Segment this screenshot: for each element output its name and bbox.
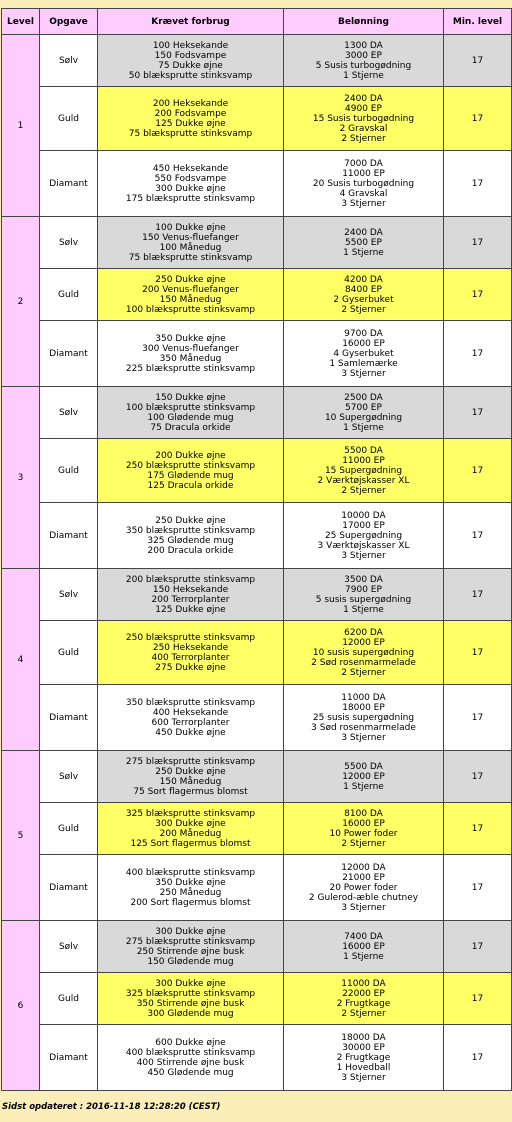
required-item: 150 Dukke øjne [155,392,226,403]
required-item: 400 blæksprutte stinksvamp [125,867,256,878]
required-item: 100 blæksprutte stinksvamp [125,304,256,315]
required-cell [98,321,284,387]
table-row [2,439,512,503]
min-level-cell: 17 [444,685,512,751]
min-level-cell: 17 [444,269,512,321]
reward-cell [284,803,444,855]
required-item: 350 Dukke øjne [155,333,226,344]
reward-item: 16000 EP [342,818,385,829]
reward-cell [284,751,444,803]
reward-cell [284,439,444,503]
required-cell [98,855,284,921]
table-row [2,321,512,387]
required-item: 200 blæksprutte stinksvamp [125,574,256,585]
reward-cell [284,973,444,1025]
reward-cell [284,35,444,87]
min-level-cell: 17 [444,87,512,151]
required-item: 250 Dukke øjne [155,766,226,777]
reward-item: 20 Power foder [329,882,398,893]
required-item: 250 Stirrende øjne busk [136,946,245,957]
min-level-cell: 17 [444,387,512,439]
min-level-cell: 17 [444,803,512,855]
reward-item: 21000 EP [342,872,385,883]
reward-item: 17000 EP [342,520,385,531]
required-item: 300 Venus-fluefanger [142,343,239,354]
required-item: 200 Fodsvampe [154,108,227,119]
reward-item: 2 Frugtkage [336,998,391,1009]
header-min-level: Min. level [444,9,512,35]
table-row [2,35,512,87]
table-row [2,685,512,751]
reward-item: 11000 DA [341,692,386,703]
required-item: 275 Dukke øjne [155,662,226,673]
reward-item: 3 Stjerner [341,368,386,379]
level-cell: 6 [2,921,40,1091]
required-item: 275 blæksprutte stinksvamp [125,756,256,767]
required-item: 150 Heksekande [152,584,229,595]
required-item: 400 Terrorplanter [151,652,230,663]
reward-cell [284,1025,444,1091]
reward-item: 1 Hovedball [336,1062,391,1073]
table-row [2,921,512,973]
reward-item: 4900 EP [345,103,382,114]
reward-item: 15 Susis turbogødning [312,113,415,124]
required-item: 450 Glødende mug [147,1067,234,1078]
required-cell [98,87,284,151]
task-cell: Diamant [40,321,98,387]
required-item: 200 Dukke øjne [155,450,226,461]
required-item: 600 Dukke øjne [155,1037,226,1048]
reward-item: 16000 EP [342,941,385,952]
required-item: 250 blæksprutte stinksvamp [125,460,256,471]
required-item: 350 Stirrende øjne busk [136,998,245,1009]
reward-item: 2 Gravskal [339,123,388,134]
reward-cell [284,685,444,751]
reward-item: 3 Stjerner [341,550,386,561]
reward-item: 8400 EP [345,284,382,295]
required-cell [98,503,284,569]
task-cell: Sølv [40,751,98,803]
required-item: 200 Terrorplanter [151,594,230,605]
reward-item: 10 Power foder [329,828,398,839]
reward-item: 1 Stjerne [343,247,384,258]
level-cell: 3 [2,387,40,569]
table-row [2,803,512,855]
required-item: 150 Månedug [159,776,222,787]
required-item: 125 Dukke øjne [155,118,226,129]
required-item: 125 Sort flagermus blomst [130,838,251,849]
level-cell: 5 [2,751,40,921]
required-cell [98,973,284,1025]
required-item: 200 Heksekande [152,98,229,109]
reward-cell [284,621,444,685]
reward-item: 25 Supergødning [324,530,403,541]
reward-item: 5500 EP [345,237,382,248]
table-row [2,387,512,439]
required-cell [98,1025,284,1091]
required-item: 250 Dukke øjne [155,515,226,526]
reward-item: 3000 EP [345,50,382,61]
required-item: 300 Dukke øjne [155,978,226,989]
reward-item: 10000 DA [341,510,386,521]
required-item: 400 Stirrende øjne busk [136,1057,245,1068]
required-cell [98,35,284,87]
required-cell [98,439,284,503]
reward-item: 2 Værktøjskasser XL [317,475,410,486]
level-cell: 4 [2,569,40,751]
min-level-cell: 17 [444,973,512,1025]
required-item: 200 Dracula orkide [147,545,234,556]
required-item: 200 Venus-fluefanger [142,284,239,295]
required-item: 550 Fodsvampe [154,173,227,184]
required-item: 100 Dukke øjne [155,222,226,233]
task-cell: Guld [40,803,98,855]
table-row [2,269,512,321]
reward-item: 2 Stjerner [341,838,386,849]
reward-cell [284,503,444,569]
required-item: 150 Glødende mug [147,956,234,967]
reward-item: 2 Gulerod-æble chutney [308,892,419,903]
reward-item: 9700 DA [344,328,383,339]
required-item: 600 Terrorplanter [151,717,230,728]
reward-item: 2500 DA [344,392,383,403]
required-item: 100 Glødende mug [147,412,234,423]
reward-item: 1300 DA [344,40,383,51]
reward-item: 3 Sød rosenmarmelade [311,722,416,733]
reward-item: 8100 DA [344,808,383,819]
reward-item: 7000 DA [344,158,383,169]
task-cell: Sølv [40,217,98,269]
min-level-cell: 17 [444,439,512,503]
min-level-cell: 17 [444,569,512,621]
reward-item: 3 Værktøjskasser XL [317,540,410,551]
required-cell [98,621,284,685]
header-required: Krævet forbrug [98,9,284,35]
min-level-cell: 17 [444,35,512,87]
task-cell: Sølv [40,35,98,87]
required-item: 150 Venus-fluefanger [142,232,239,243]
required-item: 250 blæksprutte stinksvamp [125,632,256,643]
min-level-cell: 17 [444,321,512,387]
reward-item: 11000 EP [342,168,385,179]
min-level-cell: 17 [444,1025,512,1091]
required-item: 125 Dracula orkide [147,480,234,491]
required-cell [98,803,284,855]
reward-cell [284,921,444,973]
reward-cell [284,855,444,921]
required-item: 400 blæksprutte stinksvamp [125,1047,256,1058]
required-item: 450 Heksekande [152,163,229,174]
task-cell: Diamant [40,503,98,569]
reward-cell [284,569,444,621]
reward-item: 7900 EP [345,584,382,595]
task-cell: Guld [40,87,98,151]
required-item: 225 blæksprutte stinksvamp [125,363,256,374]
reward-cell [284,151,444,217]
reward-item: 2400 DA [344,227,383,238]
required-item: 325 blæksprutte stinksvamp [125,808,256,819]
header-task: Opgave [40,9,98,35]
reward-item: 3 Stjerner [341,198,386,209]
required-item: 350 Månedug [159,353,222,364]
required-item: 125 Dukke øjne [155,604,226,615]
reward-item: 1 Stjerne [343,951,384,962]
level-cell: 2 [2,217,40,387]
reward-item: 3 Stjerner [341,902,386,913]
min-level-cell: 17 [444,855,512,921]
required-item: 150 Fodsvampe [154,50,227,61]
required-cell [98,921,284,973]
reward-item: 5500 DA [344,445,383,456]
reward-item: 2 Sød rosenmarmelade [311,657,416,668]
required-cell [98,685,284,751]
reward-item: 2 Stjerner [341,485,386,496]
last-updated: Sidst opdateret : 2016-11-18 12:28:20 (CEST) [2,1102,221,1112]
task-cell: Diamant [40,685,98,751]
reward-item: 2400 DA [344,93,383,104]
required-cell [98,151,284,217]
reward-item: 1 Stjerne [343,70,384,81]
reward-item: 5 susis supergødning [315,594,412,605]
min-level-cell: 17 [444,921,512,973]
reward-item: 25 susis supergødning [312,712,415,723]
table-row [2,1025,512,1091]
reward-item: 2 Stjerner [341,667,386,678]
table-row [2,217,512,269]
reward-item: 2 Stjerner [341,304,386,315]
required-item: 400 Heksekande [152,707,229,718]
reward-item: 12000 DA [341,862,386,873]
reward-item: 4 Gravskal [339,188,388,199]
min-level-cell: 17 [444,503,512,569]
reward-item: 18000 EP [342,702,385,713]
required-item: 300 Dukke øjne [155,818,226,829]
task-cell: Sølv [40,921,98,973]
required-item: 325 blæksprutte stinksvamp [125,988,256,999]
reward-item: 30000 EP [342,1042,385,1053]
table-row [2,855,512,921]
min-level-cell: 17 [444,621,512,685]
required-item: 350 blæksprutte stinksvamp [125,525,256,536]
required-item: 350 blæksprutte stinksvamp [125,697,256,708]
required-item: 100 Heksekande [152,40,229,51]
reward-item: 4 Gyserbuket [333,348,394,359]
required-item: 450 Dukke øjne [155,727,226,738]
required-item: 50 blæksprutte stinksvamp [128,70,253,81]
min-level-cell: 17 [444,217,512,269]
reward-cell [284,269,444,321]
reward-item: 22000 EP [342,988,385,999]
table-row [2,751,512,803]
task-cell: Sølv [40,387,98,439]
required-item: 175 blæksprutte stinksvamp [125,193,256,204]
required-item: 75 Dukke øjne [158,60,223,71]
reward-item: 2 Gyserbuket [333,294,394,305]
reward-item: 5500 DA [344,761,383,772]
task-cell: Guld [40,973,98,1025]
reward-item: 1 Samlemærke [329,358,398,369]
reward-cell [284,321,444,387]
level-cell: 1 [2,35,40,217]
required-item: 75 Sort flagermus blomst [133,786,248,797]
required-item: 300 Dukke øjne [155,183,226,194]
reward-item: 3500 DA [344,574,383,585]
required-item: 100 Månedug [159,242,222,253]
reward-item: 7400 DA [344,931,383,942]
required-item: 275 blæksprutte stinksvamp [125,936,256,947]
reward-item: 16000 EP [342,338,385,349]
reward-item: 4200 DA [344,274,383,285]
reward-cell [284,387,444,439]
required-cell [98,751,284,803]
reward-item: 3 Stjerner [341,732,386,743]
required-cell [98,217,284,269]
reward-item: 10 Supergødning [324,412,403,423]
quest-table [1,8,512,1091]
header-row [2,9,512,35]
required-item: 325 Glødende mug [147,535,234,546]
required-item: 175 Glødende mug [147,470,234,481]
reward-item: 6200 DA [344,627,383,638]
required-cell [98,569,284,621]
required-item: 300 Glødende mug [147,1008,234,1019]
header-level: Level [2,9,40,35]
task-cell: Sølv [40,569,98,621]
task-cell: Guld [40,439,98,503]
table-row [2,503,512,569]
required-item: 75 Dracula orkide [150,422,231,433]
min-level-cell: 17 [444,151,512,217]
task-cell: Guld [40,269,98,321]
task-cell: Guld [40,621,98,685]
required-item: 75 blæksprutte stinksvamp [128,252,253,263]
table-row [2,151,512,217]
reward-cell [284,217,444,269]
required-cell [98,269,284,321]
required-item: 250 Månedug [159,887,222,898]
table-row [2,87,512,151]
min-level-cell: 17 [444,751,512,803]
reward-item: 5 Susis turbogødning [315,60,412,71]
reward-cell [284,87,444,151]
reward-item: 3 Stjerner [341,1072,386,1083]
required-item: 250 Heksekande [152,642,229,653]
reward-item: 11000 DA [341,978,386,989]
required-item: 150 Månedug [159,294,222,305]
header-reward: Belønning [284,9,444,35]
table-row [2,569,512,621]
required-item: 350 Dukke øjne [155,877,226,888]
task-cell: Diamant [40,151,98,217]
required-item: 300 Dukke øjne [155,926,226,937]
required-item: 200 Sort flagermus blomst [130,897,251,908]
task-cell: Diamant [40,1025,98,1091]
reward-item: 1 Stjerne [343,604,384,615]
reward-item: 20 Susis turbogødning [312,178,415,189]
reward-item: 18000 DA [341,1032,386,1043]
required-item: 75 blæksprutte stinksvamp [128,128,253,139]
reward-item: 5700 EP [345,402,382,413]
task-cell: Diamant [40,855,98,921]
required-item: 100 blæksprutte stinksvamp [125,402,256,413]
reward-item: 2 Stjerner [341,1008,386,1019]
reward-item: 11000 EP [342,455,385,466]
table-row [2,621,512,685]
reward-item: 12000 EP [342,637,385,648]
required-item: 200 Månedug [159,828,222,839]
table-row [2,973,512,1025]
reward-item: 15 Supergødning [324,465,403,476]
reward-item: 1 Stjerne [343,781,384,792]
reward-item: 2 Stjerner [341,133,386,144]
reward-item: 12000 EP [342,771,385,782]
required-item: 250 Dukke øjne [155,274,226,285]
reward-item: 10 susis supergødning [312,647,415,658]
required-cell [98,387,284,439]
reward-item: 2 Frugtkage [336,1052,391,1063]
reward-item: 1 Stjerne [343,422,384,433]
